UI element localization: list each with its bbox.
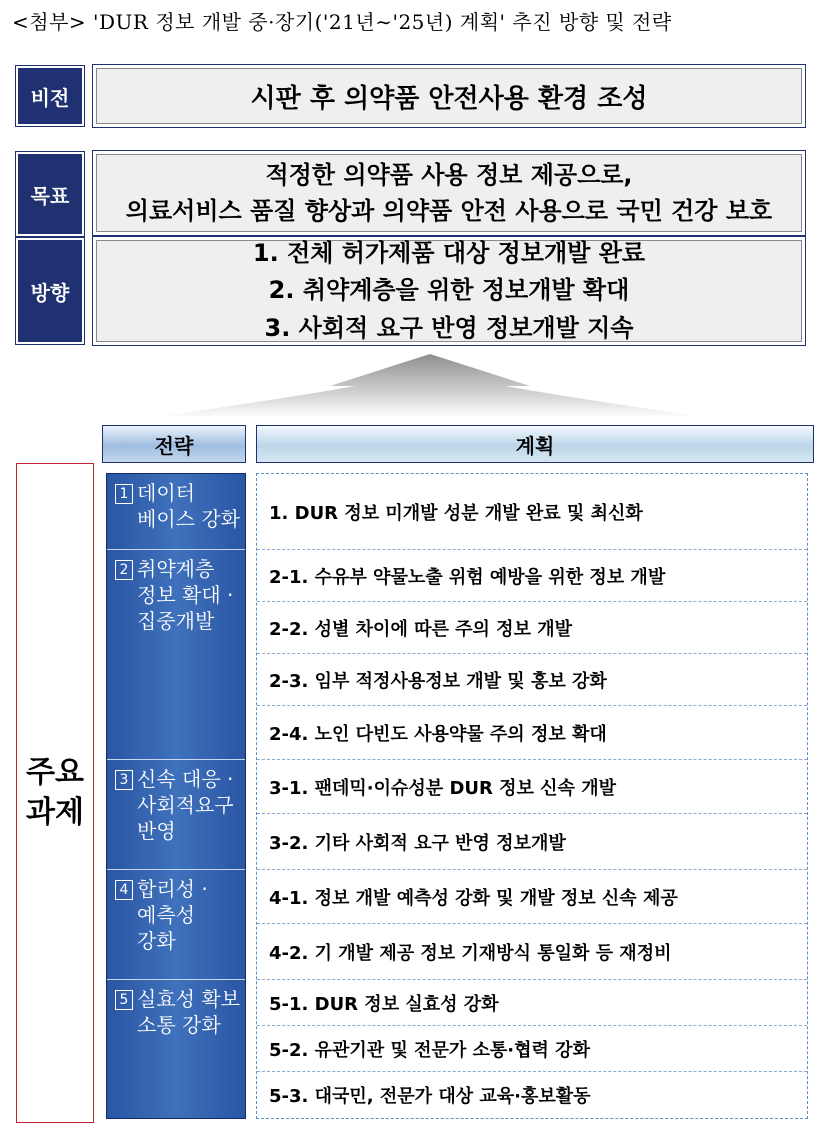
strategy-number: 5 [115, 990, 133, 1010]
strategy-line: 반영 [137, 819, 176, 843]
goal-label: 목표 [16, 152, 84, 236]
strategy-number: 3 [115, 770, 133, 790]
strategy-header: 전략 [102, 425, 246, 463]
main-tasks-line: 과제 [26, 795, 84, 830]
plan-item: 4-2. 기 개발 제공 정보 기재방식 통일화 등 재정비 [257, 924, 807, 980]
strategy-line: 1 데이터 [115, 480, 245, 506]
main-tasks-label [16, 463, 94, 1123]
strategy-line: 강화 [137, 929, 176, 953]
vision-box [92, 64, 806, 128]
strategy-line: 사회적요구 [137, 793, 234, 817]
up-arrow-icon [150, 350, 710, 422]
direction-label: 방향 [16, 238, 84, 344]
direction-line: 1. 전체 허가제품 대상 정보개발 완료 [252, 239, 646, 268]
document-title: <첨부> 'DUR 정보 개발 중·장기('21년∼'25년) 계획' 추진 방향 및 전략 [12, 10, 672, 34]
plan-column [256, 473, 808, 1119]
plan-item: 2-3. 임부 적정사용정보 개발 및 홍보 강화 [257, 654, 807, 706]
goal-box [92, 150, 806, 236]
strategy-cell [107, 870, 245, 980]
strategy-cell [107, 550, 245, 760]
strategy-number: 1 [115, 484, 133, 504]
direction-box [92, 236, 806, 346]
strategy-cell [107, 760, 245, 870]
strategy-number: 4 [115, 880, 133, 900]
strategy-line: 2 취약계층 [115, 556, 245, 582]
strategy-cell [107, 980, 253, 1118]
goal-line: 적정한 의약품 사용 정보 제공으로, [265, 161, 633, 189]
strategy-line: 5 실효성 확보 · [115, 986, 245, 1012]
plan-header: 계획 [256, 425, 814, 463]
vision-text: 시판 후 의약품 안전사용 환경 조성 [250, 83, 648, 114]
strategy-line: 소통 강화 [137, 1013, 221, 1037]
plan-item: 2-2. 성별 차이에 따른 주의 정보 개발 [257, 602, 807, 654]
strategy-line: 4 합리성 · [115, 876, 245, 902]
strategy-line: 3 신속 대응 · [115, 766, 245, 792]
strategy-cell [107, 474, 245, 550]
plan-item: 3-1. 팬데믹·이슈성분 DUR 정보 신속 개발 [257, 760, 807, 814]
vision-label: 비전 [16, 66, 84, 126]
plan-item: 2-4. 노인 다빈도 사용약물 주의 정보 확대 [257, 706, 807, 760]
strategy-line: 집중개발 [137, 609, 215, 633]
strategy-line: 예측성 [137, 903, 195, 927]
strategy-number: 2 [115, 560, 133, 580]
plan-item: 5-2. 유관기관 및 전문가 소통·협력 강화 [257, 1026, 807, 1072]
plan-item: 5-3. 대국민, 전문가 대상 교육·홍보활동 [269, 1086, 591, 1107]
plan-item: 2-1. 수유부 약물노출 위험 예방을 위한 정보 개발 [257, 550, 807, 602]
plan-item: 3-2. 기타 사회적 요구 반영 정보개발 [257, 814, 807, 870]
direction-line: 2. 취약계층을 위한 정보개발 확대 [268, 276, 630, 305]
main-tasks-line: 주요 [26, 754, 84, 790]
plan-item: 1. DUR 정보 미개발 성분 개발 완료 및 최신화 [257, 474, 807, 550]
direction-line: 3. 사회적 요구 반영 정보개발 지속 [264, 313, 634, 342]
plan-item: 4-1. 정보 개발 예측성 강화 및 개발 정보 신속 제공 [257, 870, 807, 924]
strategy-line: 정보 확대 · [137, 583, 234, 607]
strategy-line: 베이스 강화 [137, 507, 240, 531]
strategy-column [106, 473, 253, 1119]
plan-item: 5-1. DUR 정보 실효성 강화 [257, 980, 807, 1026]
goal-line: 의료서비스 품질 향상과 의약품 안전 사용으로 국민 건강 보호 [125, 197, 773, 225]
